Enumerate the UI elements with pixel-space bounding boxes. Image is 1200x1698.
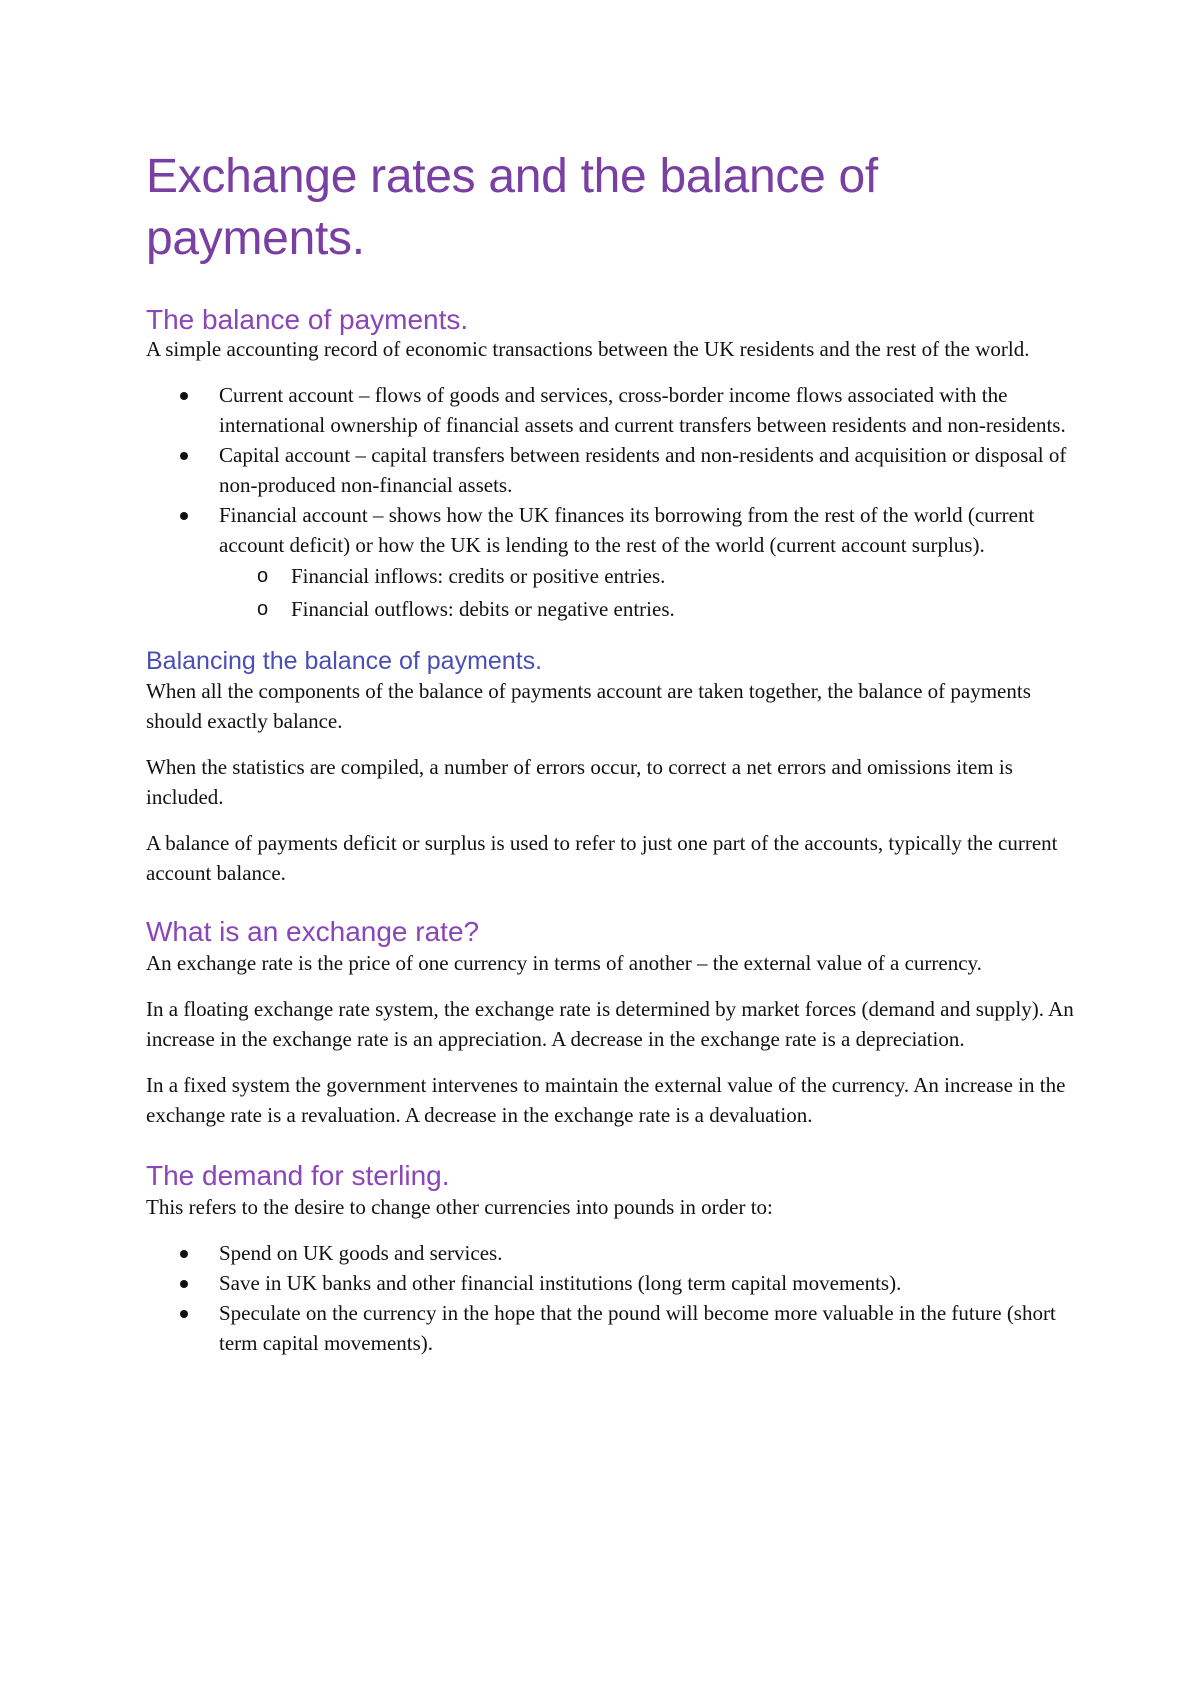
bullet-icon: [180, 1280, 188, 1288]
bullet-list: [146, 1238, 1076, 1358]
list-item: [219, 500, 1076, 626]
section-intro: This refers to the desire to change other currencies into pounds in order to:: [146, 1195, 773, 1219]
paragraph: When all the components of the balance of payments account are taken together, the balance of payments should exactly balance.: [146, 679, 1031, 733]
document-title: Exchange rates and the balance of payments.: [146, 150, 878, 265]
bullet-icon: [180, 512, 188, 520]
section-heading: Balancing the balance of payments.: [146, 647, 543, 675]
list-item: [219, 1298, 1076, 1358]
document-content: [146, 146, 1076, 1358]
circle-bullet-icon: o: [257, 565, 269, 587]
list-item-text: Financial account – shows how the UK finances its borrowing from the rest of the world (current account deficit) or how the UK is lending to the rest of the world (current account surplus).: [219, 503, 1035, 557]
section-balance-of-payments: [146, 304, 1076, 626]
bullet-list: [146, 380, 1076, 626]
sub-list-item: [257, 560, 1076, 593]
list-item-text: Current account – flows of goods and services, cross-border income flows associated with the international ownership of financial assets and current transfers between residents and non-residents.: [219, 383, 1066, 437]
sub-list-item: [257, 593, 1076, 626]
paragraph: When the statistics are compiled, a number of errors occur, to correct a net errors and omissions item is included.: [146, 755, 1013, 809]
section-heading: The demand for sterling.: [146, 1160, 450, 1191]
section-balancing: [146, 646, 1076, 888]
paragraph: An exchange rate is the price of one currency in terms of another – the external value of a currency.: [146, 951, 982, 975]
sub-list-item-text: Financial inflows: credits or positive entries.: [291, 564, 666, 588]
paragraph: In a floating exchange rate system, the exchange rate is determined by market forces (demand and supply). An increase in the exchange rate is an appreciation. A decrease in the exchange rate is a depreciation.: [146, 997, 1074, 1051]
bullet-icon: [180, 1310, 188, 1318]
section-heading: What is an exchange rate?: [146, 916, 480, 947]
bullet-icon: [180, 392, 188, 400]
list-item: [219, 380, 1076, 440]
list-item: [219, 1268, 1076, 1298]
sub-list-item-text: Financial outflows: debits or negative entries.: [291, 597, 675, 621]
circle-bullet-icon: o: [257, 598, 269, 620]
section-demand-for-sterling: [146, 1160, 1076, 1358]
paragraph: In a fixed system the government intervenes to maintain the external value of the currency. An increase in the exchange rate is a revaluation. A decrease in the exchange rate is a devaluation.: [146, 1073, 1066, 1127]
list-item: [219, 1238, 1076, 1268]
bullet-icon: [180, 452, 188, 460]
sub-bullet-list: [219, 560, 1076, 626]
section-exchange-rate: [146, 916, 1076, 1130]
list-item-text: Capital account – capital transfers between residents and non-residents and acquisition or disposal of non-produced non-financial assets.: [219, 443, 1067, 497]
section-intro: A simple accounting record of economic transactions between the UK residents and the rest of the world.: [146, 337, 1030, 361]
list-item-text: Save in UK banks and other financial institutions (long term capital movements).: [219, 1271, 902, 1295]
bullet-icon: [180, 1250, 188, 1258]
paragraph: A balance of payments deficit or surplus is used to refer to just one part of the accounts, typically the current account balance.: [146, 831, 1058, 885]
list-item-text: Spend on UK goods and services.: [219, 1241, 503, 1265]
list-item: [219, 440, 1076, 500]
section-heading: The balance of payments.: [146, 304, 469, 335]
list-item-text: Speculate on the currency in the hope that the pound will become more valuable in the future (short term capital movements).: [219, 1301, 1056, 1355]
